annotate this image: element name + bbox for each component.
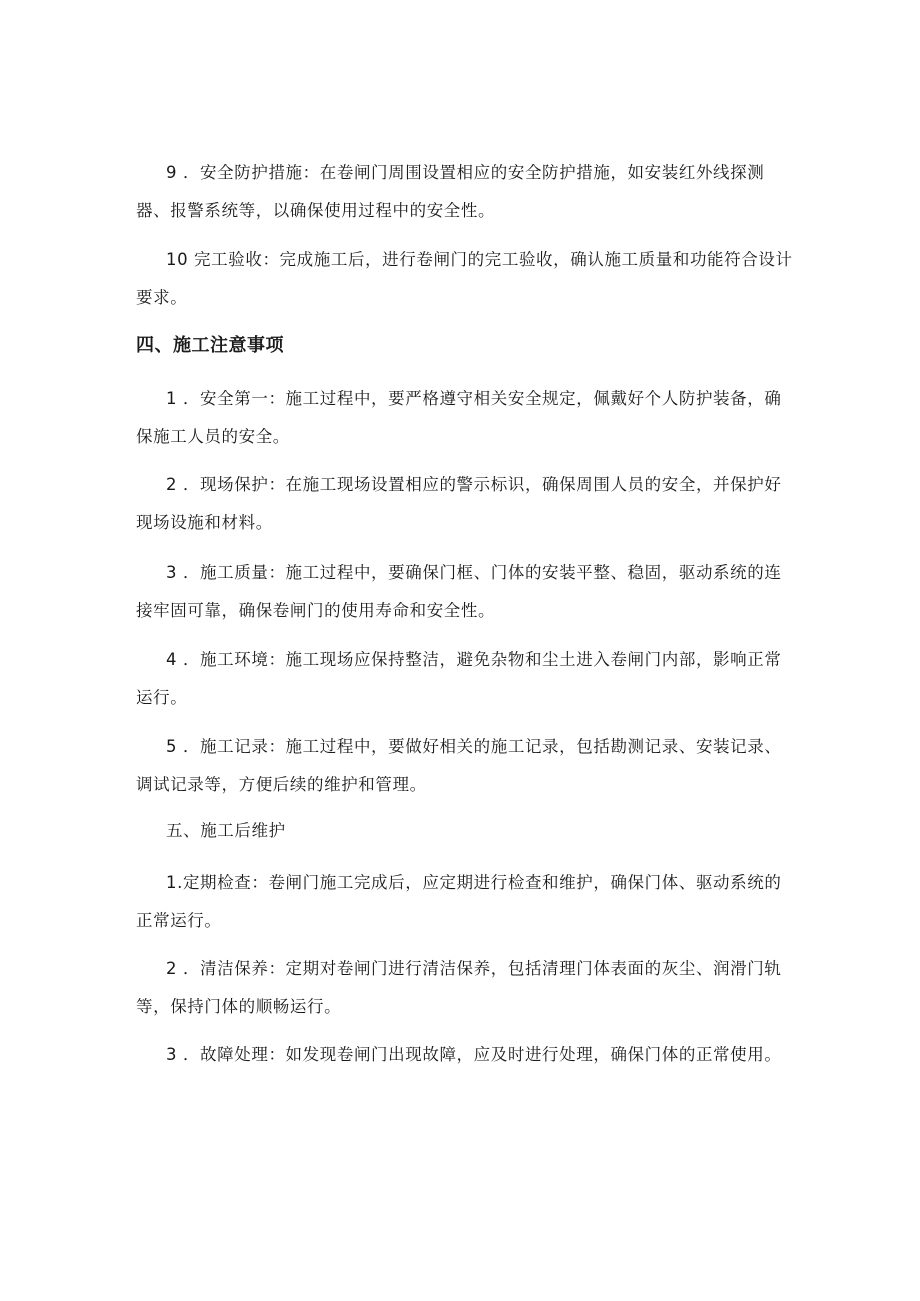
section-5-heading: 五、施工后维护 — [166, 821, 286, 840]
maintenance-1-paragraph: 1.定期检查：卷闸门施工完成后，应定期进行检查和维护，确保门体、驱动系统的正常运行。 — [136, 873, 782, 930]
note-5-paragraph: 5 ．施工记录：施工过程中，要做好相关的施工记录，包括勘测记录、安装记录、调试记录等，方便后续的维护和管理。 — [136, 737, 782, 794]
note-3-paragraph: 3 ．施工质量：施工过程中，要确保门框、门体的安装平整、稳固，驱动系统的连接牢固可靠，确保卷闸门的使用寿命和安全性。 — [136, 563, 782, 620]
step-9-paragraph: 9 ．安全防护措施：在卷闸门周围设置相应的安全防护措施，如安装红外线探测器、报警系统等，以确保使用过程中的安全性。 — [136, 163, 765, 220]
note-4-paragraph: 4 ．施工环境：施工现场应保持整洁，避免杂物和尘土进入卷闸门内部，影响正常运行。 — [136, 650, 782, 707]
maintenance-2-paragraph: 2 ．清洁保养：定期对卷闸门进行清洁保养，包括清理门体表面的灰尘、润滑门轨等，保持门体的顺畅运行。 — [136, 959, 782, 1016]
maintenance-3-paragraph: 3 ．故障处理：如发现卷闸门出现故障，应及时进行处理，确保门体的正常使用。 — [166, 1045, 782, 1064]
note-2-paragraph: 2 ．现场保护：在施工现场设置相应的警示标识，确保周围人员的安全，并保护好现场设施和材料。 — [136, 475, 782, 532]
section-4-heading: 四、施工注意事项 — [136, 335, 284, 356]
step-10-paragraph: 10 完工验收：完成施工后，进行卷闸门的完工验收，确认施工质量和功能符合设计要求。 — [136, 250, 793, 307]
note-1-paragraph: 1 ．安全第一：施工过程中，要严格遵守相关安全规定，佩戴好个人防护装备，确保施工人员的安全。 — [136, 389, 782, 446]
